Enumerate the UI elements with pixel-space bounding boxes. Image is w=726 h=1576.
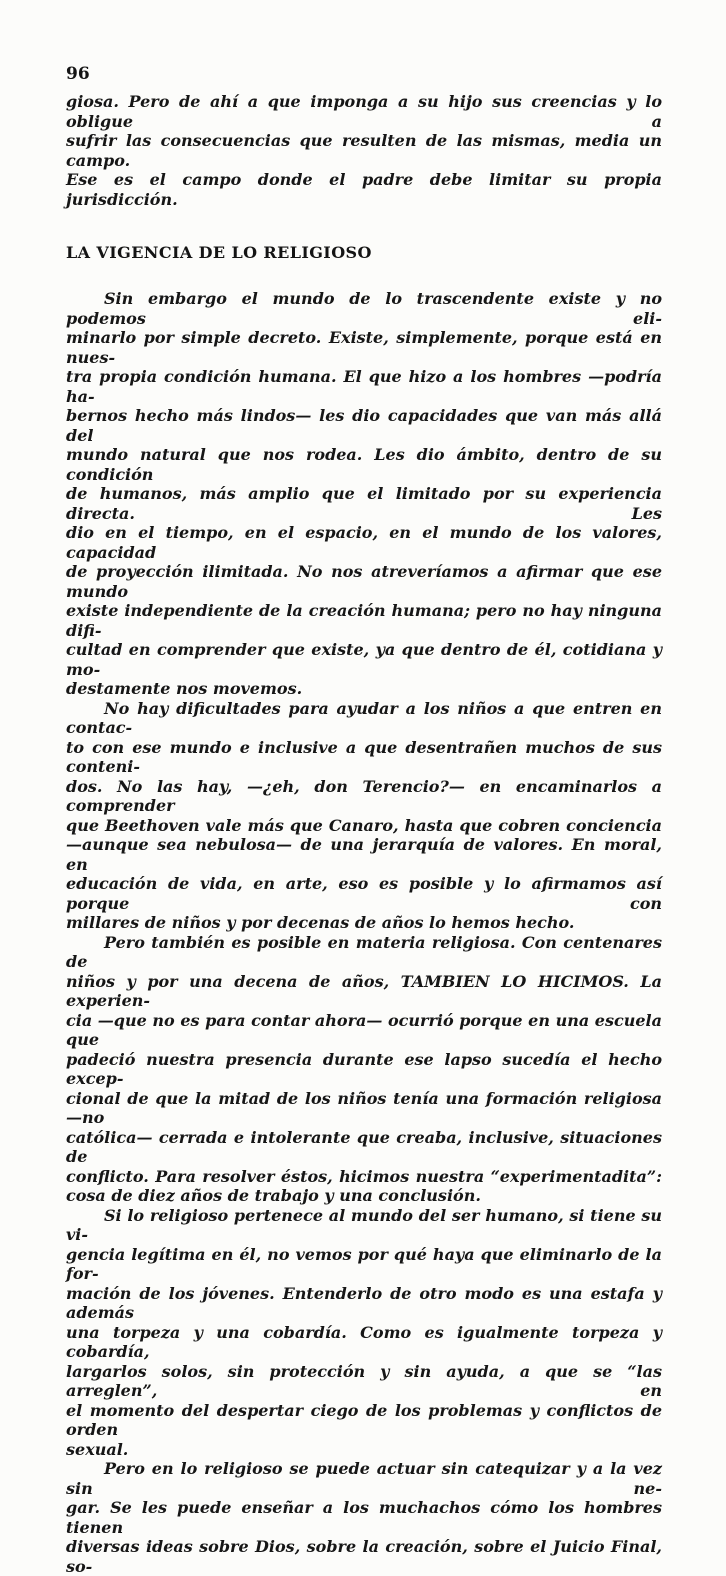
paragraph <box>66 933 662 1206</box>
text-line: giosa. Pero de ahí a que imponga a su hijo sus creencias y lo obligue a <box>66 92 662 131</box>
text-line: diversas ideas sobre Dios, sobre la creación, sobre el Juicio Final, so- <box>66 1537 662 1576</box>
continuation-paragraph <box>66 92 662 209</box>
text-line: cultad en comprender que existe, ya que dentro de él, cotidiana y mo- <box>66 640 662 679</box>
text-line: de proyección ilimitada. No nos atreveríamos a afirmar que ese mundo <box>66 562 662 601</box>
paragraph <box>66 1206 662 1460</box>
text-line: conflicto. Para resolver éstos, hicimos nuestra “experimentadita”: <box>66 1166 662 1186</box>
text-line: mundo natural que nos rodea. Les dio ámbito, dentro de su condición <box>66 445 662 484</box>
paragraph <box>66 1459 662 1576</box>
text-line: dio en el tiempo, en el espacio, en el mundo de los valores, capacidad <box>66 523 662 562</box>
paragraph <box>66 289 662 699</box>
section-heading: LA VIGENCIA DE LO RELIGIOSO <box>66 243 372 262</box>
text-line: sufrir las consecuencias que resulten de las mismas, media un campo. <box>66 131 662 170</box>
text-line: Pero en lo religioso se puede actuar sin catequizar y a la vez sin ne- <box>66 1459 662 1498</box>
text-line: existe independiente de la creación humana; pero no hay ninguna difi- <box>66 601 662 640</box>
text-block <box>66 92 662 1576</box>
text-line: educación de vida, en arte, eso es posible y lo afirmamos así porque con <box>66 874 662 913</box>
text-line: cia —que no es para contar ahora— ocurrió porque en una escuela que <box>66 1010 662 1049</box>
text-line: de humanos, más amplio que el limitado por su experiencia directa. Les <box>66 484 662 523</box>
text-line: Ese es el campo donde el padre debe limitar su propia jurisdicción. <box>66 170 662 209</box>
text-line: bernos hecho más lindos— les dio capacidades que van más allá del <box>66 406 662 445</box>
text-line: Pero también es posible en materia religiosa. Con centenares de <box>66 932 662 971</box>
text-line: to con ese mundo e inclusive a que desentrañen muchos de sus conteni- <box>66 737 662 776</box>
text-line: padeció nuestra presencia durante ese lapso sucedía el hecho excep- <box>66 1049 662 1088</box>
text-line: No hay dificultades para ayudar a los niños a que entren en contac- <box>66 698 662 737</box>
text-line: Si lo religioso pertenece al mundo del ser humano, si tiene su vi- <box>66 1205 662 1244</box>
text-line: niños y por una decena de años, TAMBIEN LO HICIMOS. La experien- <box>66 971 662 1010</box>
text-line: gencia legítima en él, no vemos por qué haya que eliminarlo de la for- <box>66 1244 662 1283</box>
text-line: que Beethoven vale más que Canaro, hasta que cobren conciencia <box>66 815 662 835</box>
text-line: dos. No las hay, —¿eh, don Terencio?— en encaminarlos a comprender <box>66 776 662 815</box>
text-line: mación de los jóvenes. Entenderlo de otro modo es una estafa y además <box>66 1283 662 1322</box>
text-line: millares de niños y por decenas de años lo hemos hecho. <box>66 913 575 932</box>
page-number: 96 <box>66 64 90 84</box>
text-line: una torpeza y una cobardía. Como es igualmente torpeza y cobardía, <box>66 1322 662 1361</box>
text-line: católica— cerrada e intolerante que creaba, inclusive, situaciones de <box>66 1127 662 1166</box>
text-line: gar. Se les puede enseñar a los muchachos cómo los hombres tienen <box>66 1498 662 1537</box>
text-line: cional de que la mitad de los niños tenía una formación religiosa —no <box>66 1088 662 1127</box>
text-line: sexual. <box>66 1439 129 1459</box>
text-line: el momento del despertar ciego de los problemas y conflictos de orden <box>66 1400 662 1439</box>
text-line: Sin embargo el mundo de lo trascendente existe y no podemos eli- <box>66 289 662 328</box>
paragraph <box>66 699 662 933</box>
text-line: largarlos solos, sin protección y sin ayuda, a que se “las arreglen”, en <box>66 1361 662 1400</box>
text-line: destamente nos movemos. <box>66 679 303 698</box>
text-line: tra propia condición humana. El que hizo a los hombres —podría ha- <box>66 367 662 406</box>
text-line: minarlo por simple decreto. Existe, simplemente, porque está en nues- <box>66 328 662 367</box>
text-line: cosa de diez años de trabajo y una conclusión. <box>66 1186 481 1205</box>
text-line: —aunque sea nebulosa— de una jerarquía de valores. En moral, en <box>66 835 662 874</box>
